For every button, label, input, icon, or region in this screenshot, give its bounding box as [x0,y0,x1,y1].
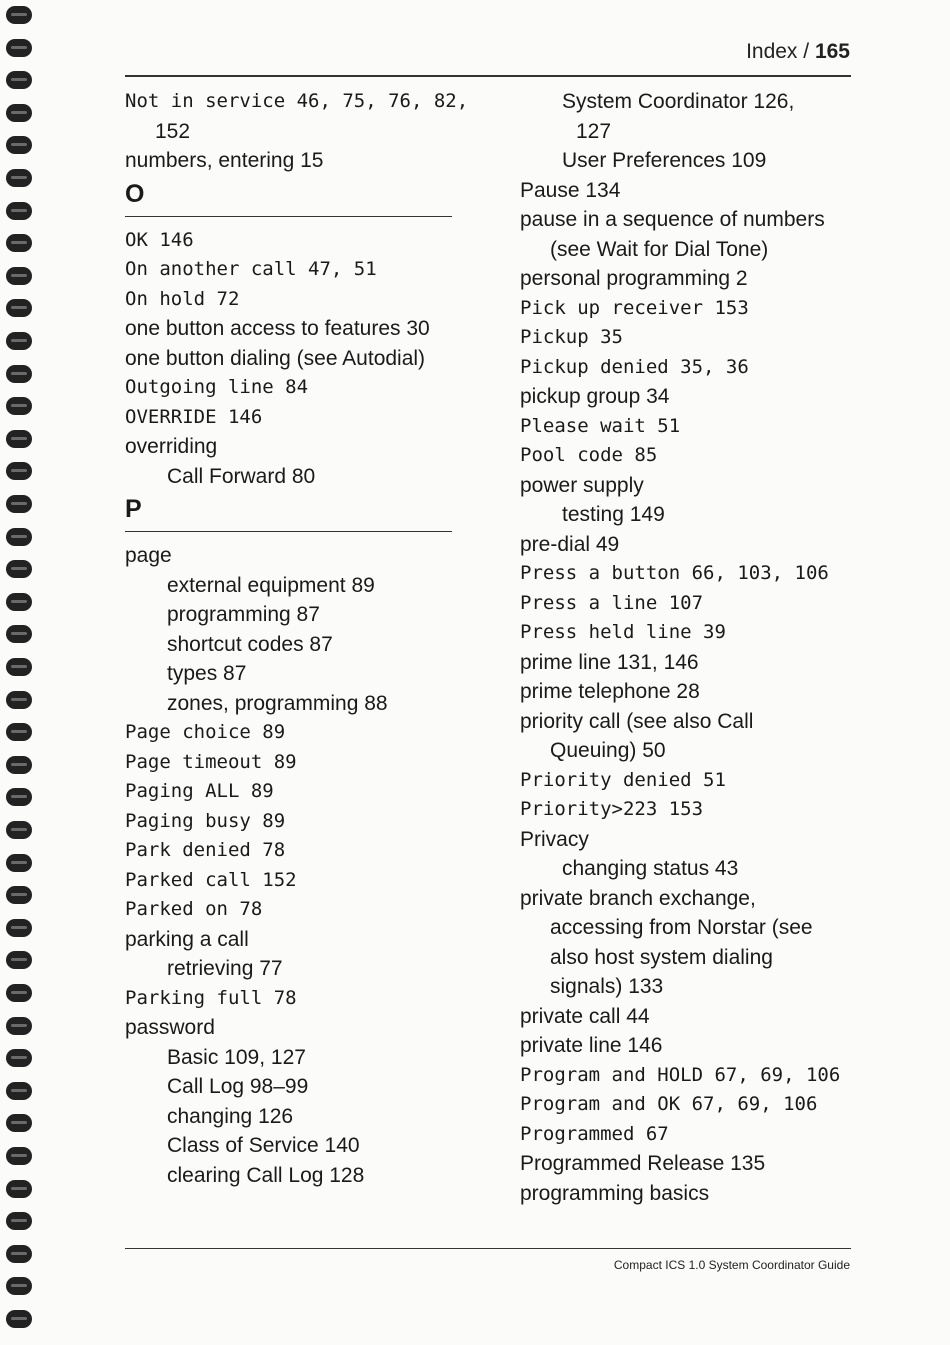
index-subentry: external equipment 89 [167,573,375,597]
binding-ring [6,1180,32,1198]
index-entry: Page choice 89 [125,721,286,743]
binding-ring [6,886,32,904]
index-entry: Programmed Release 135 [520,1152,766,1175]
binding-ring [6,397,32,415]
index-entry: Outgoing line 84 [125,376,309,398]
binding-ring [6,1114,32,1132]
binding-ring [6,625,32,643]
binding-ring [6,1212,32,1230]
binding-ring [6,1310,32,1328]
index-entry: one button access to features 30 [125,317,430,340]
index-entry: private branch exchange, [520,886,756,910]
running-head-label: Index / [746,40,815,63]
index-entry: Priority denied 51 [520,768,726,791]
binding-ring [6,1049,32,1067]
index-entry: overriding [125,435,218,458]
index-subentry: User Preferences 109 [562,149,767,172]
binding-ring [6,1245,32,1263]
binding-ring [6,1017,32,1035]
index-entry: page [125,544,172,567]
binding-ring [6,984,32,1002]
index-entry: 152 [155,119,191,143]
index-subentry: 127 [576,119,612,143]
index-entry: Please wait 51 [520,414,681,437]
index-entry: Not in service 46, 75, 76, 82, [125,90,469,112]
index-entry: accessing from Norstar (see [550,916,813,939]
index-entry: Parked on 78 [125,898,263,920]
index-subentry: Call Log 98–99 [167,1075,309,1098]
index-subentry: retrieving 77 [167,957,283,980]
index-entry: programming basics [520,1181,710,1205]
index-subentry: programming 87 [167,603,320,626]
binding-ring [6,821,32,839]
binding-ring [6,299,32,317]
section-rule [125,531,452,532]
index-entry: Press held line 39 [520,621,726,643]
index-entry: one button dialing (see Autodial) [125,346,426,370]
index-entry: Park denied 78 [125,839,286,861]
binding-ring [6,1147,32,1165]
binding-ring [6,756,32,774]
index-entry: Press a line 107 [520,591,704,614]
binding-ring [6,919,32,937]
binding-ring [6,528,32,546]
binding-ring [6,267,32,285]
index-subentry: Call Forward 80 [167,464,316,488]
binding-ring [6,593,32,611]
index-entry: pre-dial 49 [520,532,620,556]
section-letter: P [125,495,142,523]
index-entry: Pickup denied 35, 36 [520,355,749,378]
index-entry: On another call 47, 51 [125,258,377,280]
footer-rule [125,1248,851,1249]
binding-ring [6,234,32,252]
header-rule [125,75,851,77]
binding-ring [6,365,32,383]
index-entry: Priority>223 153 [520,798,704,820]
index-column-left [125,88,469,1191]
index-entry: On hold 72 [125,287,240,310]
binding-ring [6,39,32,57]
index-entry: parking a call [125,927,249,951]
index-entry: numbers, entering 15 [125,149,324,172]
binding-ring [6,1277,32,1295]
binding-ring [6,560,32,578]
index-entry: pause in a sequence of numbers [520,208,825,231]
index-subentry: shortcut codes 87 [167,632,333,656]
binding-ring [6,6,32,24]
index-entry: Page timeout 89 [125,750,297,773]
index-entry: also host system dialing [550,945,773,969]
index-entry: Program and HOLD 67, 69, 106 [520,1063,841,1086]
binding-ring [6,495,32,513]
index-subentry: types 87 [167,662,247,685]
index-subentry: Basic 109, 127 [167,1045,306,1069]
index-column-right [520,88,855,1209]
index-subentry: zones, programming 88 [167,691,388,715]
index-entry: power supply [520,473,644,497]
binding-ring [6,71,32,89]
binding-ring [6,788,32,806]
index-entry: pickup group 34 [520,385,670,408]
index-subentry: clearing Call Log 128 [167,1163,365,1187]
index-entry: Pickup 35 [520,326,623,348]
index-subentry: Class of Service 140 [167,1134,360,1157]
index-entry: signals) 133 [550,975,664,998]
footer-text: Compact ICS 1.0 System Coordinator Guide [613,1258,850,1272]
index-subentry: System Coordinator 126, [562,90,795,113]
binding-ring [6,951,32,969]
index-entry: Pause 134 [520,178,621,202]
index-entry: private call 44 [520,1004,650,1028]
binding-ring [6,691,32,709]
index-entry: Parking full 78 [125,986,297,1009]
index-entry: Program and OK 67, 69, 106 [520,1093,818,1115]
binding-ring [6,332,32,350]
binding-ring [6,136,32,154]
binding-ring [6,1082,32,1100]
index-entry: Programmed 67 [520,1122,669,1145]
index-entry: priority call (see also Call [520,709,754,733]
running-head [746,40,850,64]
index-entry: Queuing) 50 [550,739,666,762]
index-entry: Privacy [520,827,589,851]
index-entry: Pick up receiver 153 [520,296,749,319]
index-entry: (see Wait for Dial Tone) [550,237,769,261]
index-entry: OVERRIDE 146 [125,405,263,428]
index-subentry: changing 126 [167,1104,294,1128]
index-entry: Parked call 152 [125,868,297,891]
section-letter: O [125,179,145,208]
binding-ring [6,462,32,480]
index-entry: private line 146 [520,1034,663,1057]
index-entry: Paging busy 89 [125,809,286,832]
page-number: 165 [814,40,850,63]
index-subentry: changing status 43 [562,857,739,880]
binding-ring [6,430,32,448]
index-entry: password [125,1016,215,1039]
binding-ring [6,658,32,676]
section-rule [125,216,452,217]
index-entry: Paging ALL 89 [125,780,274,802]
index-entry: Press a button 66, 103, 106 [520,562,829,584]
index-entry: Pool code 85 [520,444,658,466]
binding-ring [6,723,32,741]
index-entry: OK 146 [125,228,194,251]
index-subentry: testing 149 [562,503,665,526]
binding-ring [6,104,32,122]
binding-ring [6,202,32,220]
binding-ring [6,854,32,872]
index-entry: prime line 131, 146 [520,650,699,674]
spiral-binding [0,0,40,1345]
binding-ring [6,169,32,187]
index-entry: prime telephone 28 [520,680,700,703]
index-entry: personal programming 2 [520,267,748,290]
